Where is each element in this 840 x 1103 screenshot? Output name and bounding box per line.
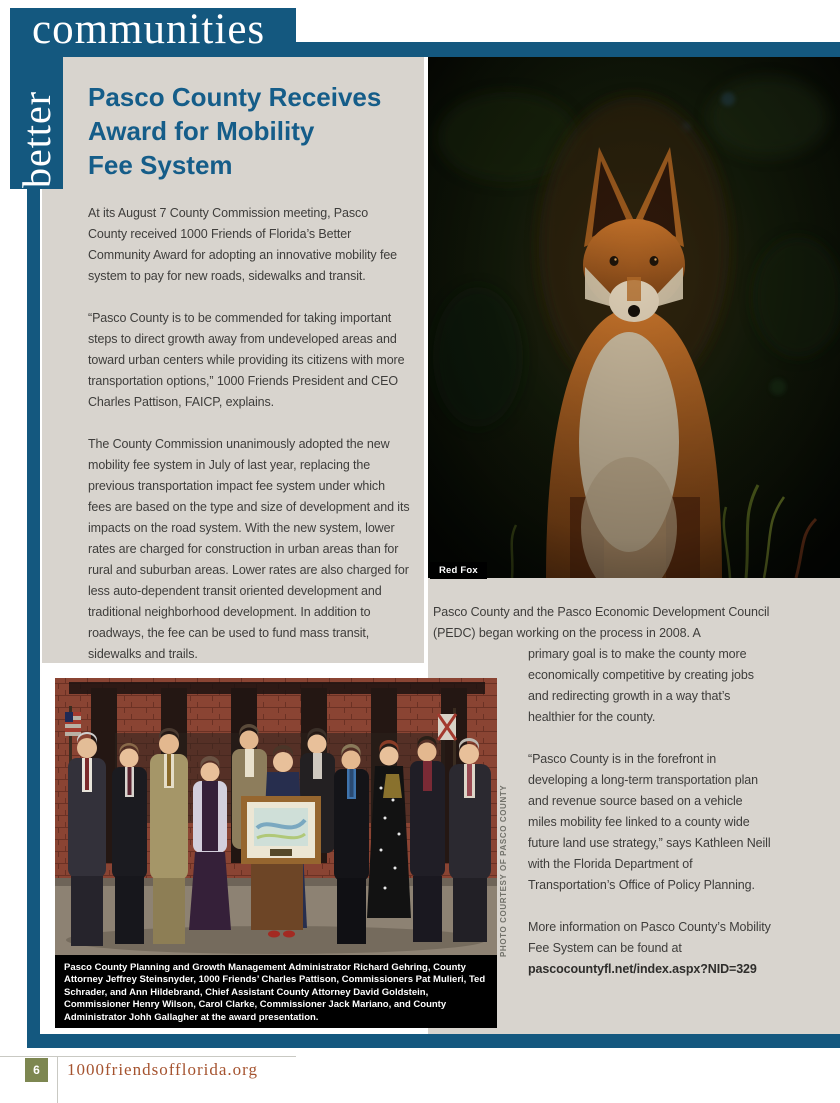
mobility-fee-url[interactable]: pascocountyfl.net/index.aspx?NID=329 [528, 962, 757, 976]
page-number-badge: 6 [25, 1058, 48, 1082]
article-title-line: Fee System [88, 150, 233, 180]
right-column-continuation: primary goal is to make the county more economically competitive by creating jobs and redirecting growth in a way that’s healthier for the county. [528, 647, 754, 724]
fox-photo-caption: Red Fox [430, 562, 487, 579]
right-column-lead: Pasco County and the Pasco Economic Development Council (PEDC) began working on the process in 2008. A [433, 605, 770, 640]
article-body [88, 203, 410, 686]
article-paragraph: At its August 7 County Commission meeting, Pasco County received 1000 Friends of Florida’s Better Community Award for adopting an innovative mobility fee system to pay for new roads, sidewalks and transit. [88, 206, 398, 283]
more-info-text: More information on Pasco County’s Mobility Fee System can be found at [528, 920, 771, 955]
masthead-vertical-word: better [14, 90, 59, 188]
photo-credit-vertical: PHOTO COURTESY OF PASCO COUNTY [499, 784, 508, 957]
fox-illustration [428, 57, 840, 578]
award-photo-caption: Pasco County Planning and Growth Management Administrator Richard Gehring, County Attorney Jeffrey Steinsnyder, 1000 Friends’ Charles Pattison, Commissioners Pat Mulieri, Ted Schrader, and Ann Hildebrand, Chief Assistant County Attorney David Goldstein, Commissioner Henry Wilson, Carol Clarke, Commissioner Jack Mariano, and County Administrator Johh Gallagher at the award presentation. [55, 955, 497, 1028]
footer-horizontal-rule [0, 1056, 296, 1057]
footer-website-link[interactable]: 1000friendsofflorida.org [67, 1060, 258, 1079]
bottom-blue-rule [27, 1034, 840, 1048]
more-info-paragraph [528, 917, 772, 980]
people-silhouettes [68, 724, 491, 946]
article-paragraph: “Pasco County is to be commended for taking important steps to direct growth away from undeveloped areas and toward urban centers while providing its citizens with more transportation options,” 1000 Friends President and CEO Charles Pattison, FAICP, explains. [88, 311, 405, 409]
right-column-text [433, 602, 777, 980]
article-title-line: Award for Mobility [88, 116, 315, 146]
article-title-line: Pasco County Receives [88, 82, 382, 112]
footer-vertical-rule [57, 1056, 58, 1103]
red-fox-photo [428, 57, 840, 578]
right-column-quote: “Pasco County is in the forefront in developing a long-term transportation plan and revenue source based on a vehicle miles mobility fee linked to a county wide future land use strategy,” says Kathleen Neill with the Florida Department of Transportation’s Office of Policy Planning. [528, 752, 771, 892]
award-presentation-photo [55, 678, 497, 955]
article-title [88, 80, 418, 182]
award-photo-illustration [55, 678, 497, 955]
masthead-word: communities [32, 6, 266, 53]
article-paragraph: The County Commission unanimously adopted the new mobility fee system in July of last year, replacing the previous transportation impact fee system under which fees are based on the type and size of development and its impacts on the road system. With the new system, lower rates are charged for construction in urban areas than for rural and suburban areas. Lower rates are also charged for less auto-dependent transit oriented development and traditional neighborhood development. In addition to roadways, the fee can be used to fund mass transit, sidewalks and trails. [88, 437, 410, 661]
left-blue-stripe [27, 188, 40, 1048]
